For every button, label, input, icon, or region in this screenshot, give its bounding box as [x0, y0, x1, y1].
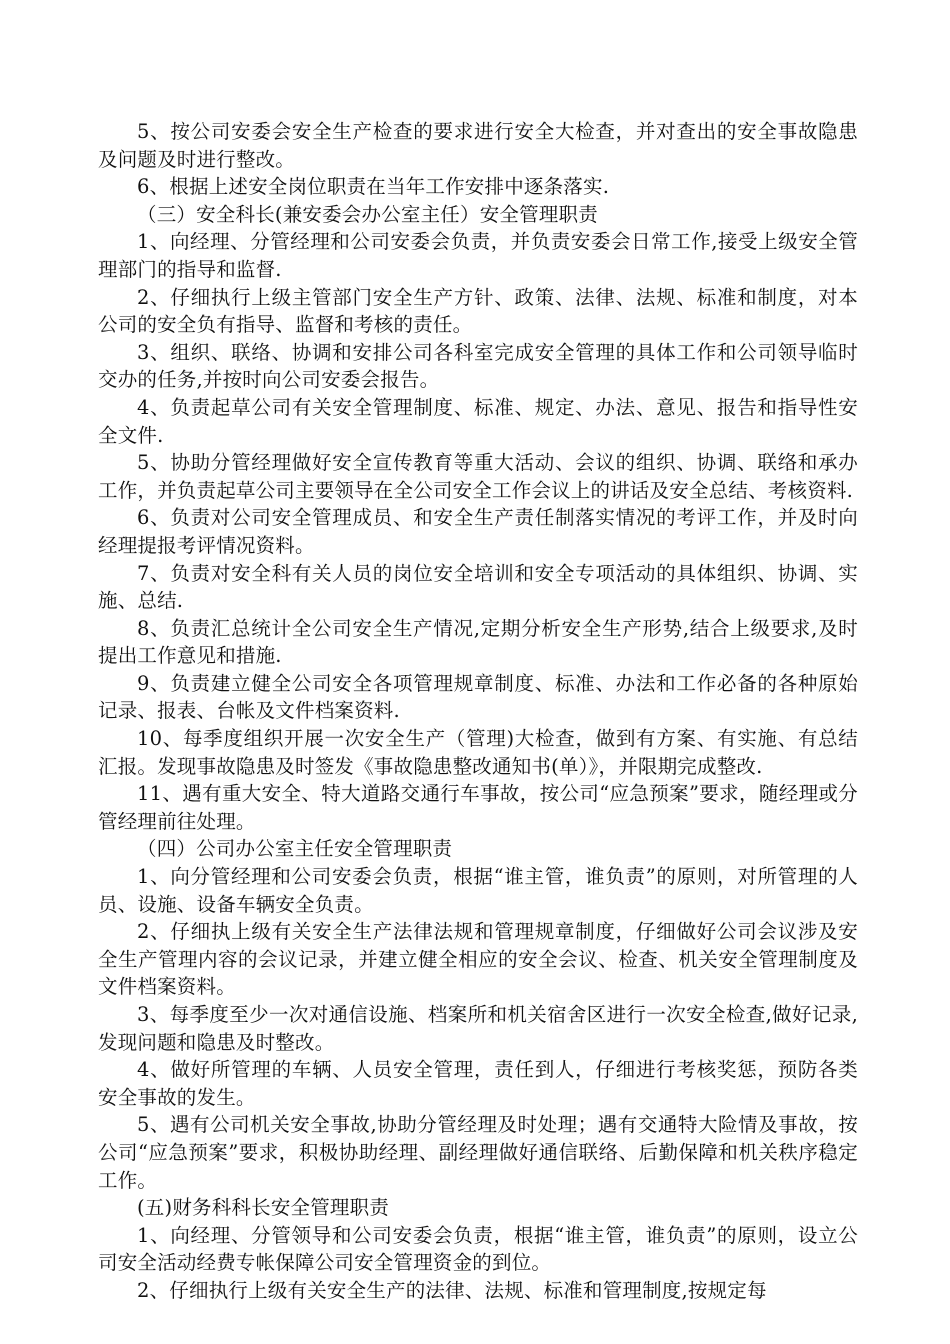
paragraph: 3、组织、联络、协调和安排公司各科室完成安全管理的具体工作和公司领导临时交办的任务,并按时向公司安委会报告。 — [98, 340, 858, 392]
section-heading: （四）公司办公室主任安全管理职责 — [137, 837, 453, 861]
paragraph: 4、负责起草公司有关安全管理制度、标准、规定、办法、意见、报告和指导性安全文件. — [98, 395, 858, 447]
paragraph: 1、向经理、分管经理和公司安委会负责，并负责安委会日常工作,接受上级安全管理部门的指导和监督. — [98, 230, 858, 281]
paragraph: 4、做好所管理的车辆、人员安全管理，责任到人，仔细进行考核奖惩，预防各类安全事故的发生。 — [98, 1058, 858, 1109]
paragraph: 2、仔细执行上级主管部门安全生产方针、政策、法律、法规、标准和制度，对本公司的安全负有指导、监督和考核的责任。 — [98, 285, 858, 337]
paragraph: 2、仔细执行上级有关安全生产的法律、法规、标准和管理制度,按规定每 — [137, 1278, 767, 1302]
paragraph: 5、协助分管经理做好安全宣传教育等重大活动、会议的组织、协调、联络和承办工作，并负责起草公司主要领导在全公司安全工作会议上的讲话及安全总结、考核资料. — [98, 451, 858, 502]
section-heading: (五)财务科科长安全管理职责 — [137, 1196, 390, 1220]
paragraph: 9、负责建立健全公司安全各项管理规章制度、标准、办法和工作必备的各种原始记录、报表、台帐及文件档案资料. — [98, 671, 858, 723]
paragraph: 6、负责对公司安全管理成员、和安全生产责任制落实情况的考评工作，并及时向经理提报考评情况资料。 — [98, 506, 858, 557]
paragraph: 8、负责汇总统计全公司安全生产情况,定期分析安全生产形势,结合上级要求,及时提出工作意见和措施. — [98, 616, 858, 668]
paragraph: 5、遇有公司机关安全事故,协助分管经理及时处理；遇有交通特大险情及事故，按公司“应急预案”要求，积极协助经理、副经理做好通信联络、后勤保障和机关秩序稳定工作。 — [98, 1113, 858, 1192]
paragraph: 11、遇有重大安全、特大道路交通行车事故，按公司“应急预案”要求，随经理或分管经理前往处理。 — [98, 782, 858, 833]
document-page — [98, 118, 858, 1305]
paragraph: 10、每季度组织开展一次安全生产（管理)大检查，做到有方案、有实施、有总结汇报。发现事故隐患及时签发《事故隐患整改通知书(单）》，并限期完成整改. — [98, 727, 858, 778]
paragraph: 2、仔细执上级有关安全生产法律法规和管理规章制度，仔细做好公司会议涉及安全生产管理内容的会议记录，并建立健全相应的安全会议、检查、机关安全管理制度及文件档案资料。 — [98, 920, 858, 999]
paragraph: 5、按公司安委会安全生产检查的要求进行安全大检查，并对查出的安全事故隐患及问题及时进行整改。 — [98, 120, 858, 171]
paragraph: 7、负责对安全科有关人员的岗位安全培训和安全专项活动的具体组织、协调、实施、总结. — [98, 561, 858, 613]
paragraph: 3、每季度至少一次对通信设施、档案所和机关宿舍区进行一次安全检查,做好记录,发现问题和隐患及时整改。 — [98, 1003, 858, 1054]
paragraph: 1、向经理、分管领导和公司安委会负责，根据“谁主管，谁负责”的原则，设立公司安全活动经费专帐保障公司安全管理资金的到位。 — [98, 1223, 858, 1275]
paragraph: 1、向分管经理和公司安委会负责，根据“谁主管，谁负责”的原则，对所管理的人员、设施、设备车辆安全负责。 — [98, 865, 858, 916]
paragraph: 6、根据上述安全岗位职责在当年工作安排中逐条落实. — [137, 175, 610, 199]
section-heading: （三）安全科长(兼安委会办公室主任）安全管理职责 — [137, 202, 598, 226]
